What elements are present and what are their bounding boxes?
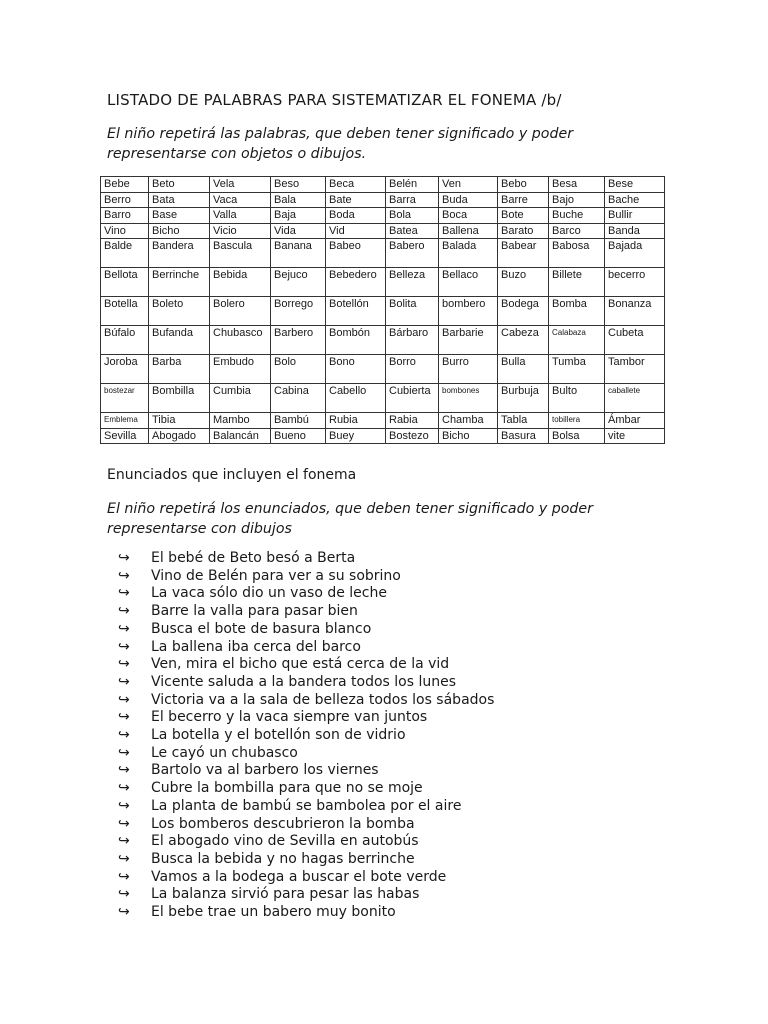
arrow-bullet-icon: ↪	[118, 727, 130, 744]
table-cell: Bote	[498, 208, 549, 224]
sentence-text: Ven, mira el bicho que está cerca de la vid	[151, 656, 450, 673]
table-row	[101, 208, 665, 224]
table-cell: Bate	[326, 192, 386, 208]
list-item	[118, 585, 494, 603]
table-cell: Tibia	[149, 413, 210, 429]
table-cell: Bicho	[439, 428, 498, 444]
table-cell: Babosa	[549, 239, 605, 268]
table-cell: Bolita	[386, 297, 439, 326]
sentence-text: Vino de Belén para ver a su sobrino	[151, 567, 401, 584]
table-row	[101, 223, 665, 239]
table-cell: Cabina	[271, 384, 326, 413]
table-cell: Cumbia	[210, 384, 271, 413]
arrow-bullet-icon: ↪	[118, 868, 130, 885]
list-item	[118, 745, 494, 763]
table-cell: Vela	[210, 177, 271, 193]
table-cell: bostezar	[101, 384, 149, 413]
sentence-text: Vicente saluda a la bandera todos los lunes	[151, 673, 457, 690]
sentence-text: La vaca sólo dio un vaso de leche	[151, 585, 387, 602]
table-cell: Chubasco	[210, 326, 271, 355]
sentence-text: Barre la valla para pasar bien	[151, 603, 358, 620]
arrow-bullet-icon: ↪	[118, 567, 130, 584]
table-cell: Barra	[386, 192, 439, 208]
table-cell: Bellaco	[439, 268, 498, 297]
table-cell: Babeo	[326, 239, 386, 268]
table-cell: Mambo	[210, 413, 271, 429]
table-cell: Bulla	[498, 355, 549, 384]
table-cell: Bolero	[210, 297, 271, 326]
table-cell: Batea	[386, 223, 439, 239]
table-cell: caballete	[605, 384, 665, 413]
table-cell: Belleza	[386, 268, 439, 297]
table-cell: Beca	[326, 177, 386, 193]
table-cell: Calabaza	[549, 326, 605, 355]
table-cell: Bárbaro	[386, 326, 439, 355]
table-cell: Sevilla	[101, 428, 149, 444]
table-cell: Base	[149, 208, 210, 224]
table-cell: Vida	[271, 223, 326, 239]
list-item	[118, 727, 494, 745]
sentence-text: Victoria va a la sala de belleza todos los sábados	[151, 691, 495, 708]
list-item	[118, 851, 494, 869]
table-cell: Tambor	[605, 355, 665, 384]
sentence-text: El abogado vino de Sevilla en autobús	[151, 833, 419, 850]
table-cell: Bala	[271, 192, 326, 208]
table-cell: Bebe	[101, 177, 149, 193]
list-item	[118, 692, 494, 710]
list-item	[118, 621, 494, 639]
table-cell: Cabello	[326, 384, 386, 413]
sentence-list	[118, 550, 494, 922]
table-cell: Barro	[101, 208, 149, 224]
arrow-bullet-icon: ↪	[118, 815, 130, 832]
table-row	[101, 326, 665, 355]
table-cell: Beso	[271, 177, 326, 193]
list-item	[118, 886, 494, 904]
table-cell: Burro	[439, 355, 498, 384]
table-cell: Boca	[439, 208, 498, 224]
table-cell: Bostezo	[386, 428, 439, 444]
sentence-text: Busca la bebida y no hagas berrinche	[151, 850, 415, 867]
list-item	[118, 550, 494, 568]
table-cell: Cubeta	[605, 326, 665, 355]
sentence-text: Vamos a la bodega a buscar el bote verde	[151, 868, 447, 885]
table-cell: Emblema	[101, 413, 149, 429]
table-cell: Bulto	[549, 384, 605, 413]
table-row	[101, 428, 665, 444]
sentence-text: Le cayó un chubasco	[151, 744, 298, 761]
sentence-text: Los bomberos descubrieron la bomba	[151, 815, 415, 832]
table-row	[101, 297, 665, 326]
arrow-bullet-icon: ↪	[118, 638, 130, 655]
table-cell: Bombilla	[149, 384, 210, 413]
table-cell: Botella	[101, 297, 149, 326]
table-cell: Babero	[386, 239, 439, 268]
table-row	[101, 268, 665, 297]
table-cell: Vid	[326, 223, 386, 239]
table-cell: Chamba	[439, 413, 498, 429]
arrow-bullet-icon: ↪	[118, 691, 130, 708]
table-cell: Cubierta	[386, 384, 439, 413]
table-cell: Borro	[386, 355, 439, 384]
table-cell: Buzo	[498, 268, 549, 297]
table-cell: Bolsa	[549, 428, 605, 444]
table-cell: Banda	[605, 223, 665, 239]
section-subtitle: Enunciados que incluyen el fonema	[107, 467, 357, 483]
table-cell: vite	[605, 428, 665, 444]
table-cell: Barre	[498, 192, 549, 208]
list-item	[118, 639, 494, 657]
arrow-bullet-icon: ↪	[118, 603, 130, 620]
table-cell: Bajo	[549, 192, 605, 208]
table-cell: Baja	[271, 208, 326, 224]
table-cell: Bullir	[605, 208, 665, 224]
table-cell: Embudo	[210, 355, 271, 384]
sentences-intro: El niño repetirá los enunciados, que deben tener significado y poder representarse con dibujos	[107, 501, 593, 537]
table-cell: Bola	[386, 208, 439, 224]
arrow-bullet-icon: ↪	[118, 886, 130, 903]
sentence-text: La ballena iba cerca del barco	[151, 638, 361, 655]
table-cell: Valla	[210, 208, 271, 224]
table-cell: Besa	[549, 177, 605, 193]
arrow-bullet-icon: ↪	[118, 673, 130, 690]
table-cell: Vicio	[210, 223, 271, 239]
arrow-bullet-icon: ↪	[118, 656, 130, 673]
arrow-bullet-icon: ↪	[118, 550, 130, 566]
table-row	[101, 355, 665, 384]
table-cell: Rabia	[386, 413, 439, 429]
table-cell: Bebedero	[326, 268, 386, 297]
table-row	[101, 192, 665, 208]
table-cell: Bufanda	[149, 326, 210, 355]
list-item	[118, 603, 494, 621]
table-cell: Buda	[439, 192, 498, 208]
table-cell: Bolo	[271, 355, 326, 384]
table-cell: Cabeza	[498, 326, 549, 355]
table-cell: Balancán	[210, 428, 271, 444]
table-row	[101, 239, 665, 268]
list-item	[118, 709, 494, 727]
table-cell: Balada	[439, 239, 498, 268]
arrow-bullet-icon: ↪	[118, 797, 130, 814]
sentence-text: Busca el bote de basura blanco	[151, 620, 372, 637]
table-cell: Bomba	[549, 297, 605, 326]
table-cell: Bache	[605, 192, 665, 208]
table-cell: Bonanza	[605, 297, 665, 326]
table-cell: Bombón	[326, 326, 386, 355]
table-cell: Vaca	[210, 192, 271, 208]
table-cell: Belén	[386, 177, 439, 193]
arrow-bullet-icon: ↪	[118, 585, 130, 602]
arrow-bullet-icon: ↪	[118, 780, 130, 797]
arrow-bullet-icon: ↪	[118, 833, 130, 850]
table-cell: Buche	[549, 208, 605, 224]
table-cell: Bueno	[271, 428, 326, 444]
table-cell: Babear	[498, 239, 549, 268]
sentence-text: El bebé de Beto besó a Berta	[151, 550, 356, 566]
table-cell: Botellón	[326, 297, 386, 326]
table-cell: Boda	[326, 208, 386, 224]
word-table	[100, 176, 665, 444]
list-item	[118, 656, 494, 674]
table-cell: Banana	[271, 239, 326, 268]
table-cell: Bascula	[210, 239, 271, 268]
sentence-text: El bebe trae un babero muy bonito	[151, 904, 396, 921]
table-cell: Boleto	[149, 297, 210, 326]
table-cell: Abogado	[149, 428, 210, 444]
table-cell: Bebida	[210, 268, 271, 297]
table-cell: Bono	[326, 355, 386, 384]
table-row	[101, 177, 665, 193]
table-cell: Billete	[549, 268, 605, 297]
table-cell: Vino	[101, 223, 149, 239]
table-cell: Bebo	[498, 177, 549, 193]
table-cell: bombones	[439, 384, 498, 413]
table-cell: Ballena	[439, 223, 498, 239]
list-item	[118, 869, 494, 887]
table-cell: Bambú	[271, 413, 326, 429]
table-cell: Bese	[605, 177, 665, 193]
list-item	[118, 798, 494, 816]
list-item	[118, 568, 494, 586]
sentence-text: La botella y el botellón son de vidrio	[151, 727, 406, 744]
table-cell: Borrego	[271, 297, 326, 326]
arrow-bullet-icon: ↪	[118, 762, 130, 779]
sentence-text: La planta de bambú se bambolea por el aire	[151, 797, 462, 814]
list-item	[118, 762, 494, 780]
table-cell: Bata	[149, 192, 210, 208]
table-cell: Barbarie	[439, 326, 498, 355]
table-cell: Beto	[149, 177, 210, 193]
table-row	[101, 384, 665, 413]
table-cell: Burbuja	[498, 384, 549, 413]
list-item	[118, 833, 494, 851]
table-cell: Bellota	[101, 268, 149, 297]
intro-paragraph: El niño repetirá las palabras, que deben tener significado y poder representarse con objetos o dibujos.	[107, 126, 574, 162]
sentence-text: El becerro y la vaca siempre van juntos	[151, 709, 428, 726]
arrow-bullet-icon: ↪	[118, 709, 130, 726]
table-cell: Tabla	[498, 413, 549, 429]
arrow-bullet-icon: ↪	[118, 904, 130, 921]
sentence-text: La balanza sirvió para pesar las habas	[151, 886, 420, 903]
table-cell: Bodega	[498, 297, 549, 326]
table-cell: Bicho	[149, 223, 210, 239]
table-cell: Barba	[149, 355, 210, 384]
table-cell: Barato	[498, 223, 549, 239]
table-cell: Búfalo	[101, 326, 149, 355]
table-cell: Rubia	[326, 413, 386, 429]
table-cell: Ven	[439, 177, 498, 193]
table-cell: Bajada	[605, 239, 665, 268]
sentence-text: Bartolo va al barbero los viernes	[151, 762, 379, 779]
table-cell: Bandera	[149, 239, 210, 268]
arrow-bullet-icon: ↪	[118, 744, 130, 761]
arrow-bullet-icon: ↪	[118, 850, 130, 867]
table-cell: Berro	[101, 192, 149, 208]
list-item	[118, 674, 494, 692]
table-cell: tobillera	[549, 413, 605, 429]
table-cell: Berrinche	[149, 268, 210, 297]
table-row	[101, 413, 665, 429]
table-cell: Joroba	[101, 355, 149, 384]
page-title: LISTADO DE PALABRAS PARA SISTEMATIZAR EL FONEMA /b/	[107, 91, 562, 109]
list-item	[118, 816, 494, 834]
table-cell: Ámbar	[605, 413, 665, 429]
table-cell: Balde	[101, 239, 149, 268]
table-cell: Barco	[549, 223, 605, 239]
table-cell: Barbero	[271, 326, 326, 355]
list-item	[118, 780, 494, 798]
table-cell: bombero	[439, 297, 498, 326]
list-item	[118, 904, 494, 922]
table-cell: Bejuco	[271, 268, 326, 297]
table-cell: Buey	[326, 428, 386, 444]
table-cell: Tumba	[549, 355, 605, 384]
arrow-bullet-icon: ↪	[118, 620, 130, 637]
table-cell: becerro	[605, 268, 665, 297]
table-cell: Basura	[498, 428, 549, 444]
sentence-text: Cubre la bombilla para que no se moje	[151, 780, 423, 797]
